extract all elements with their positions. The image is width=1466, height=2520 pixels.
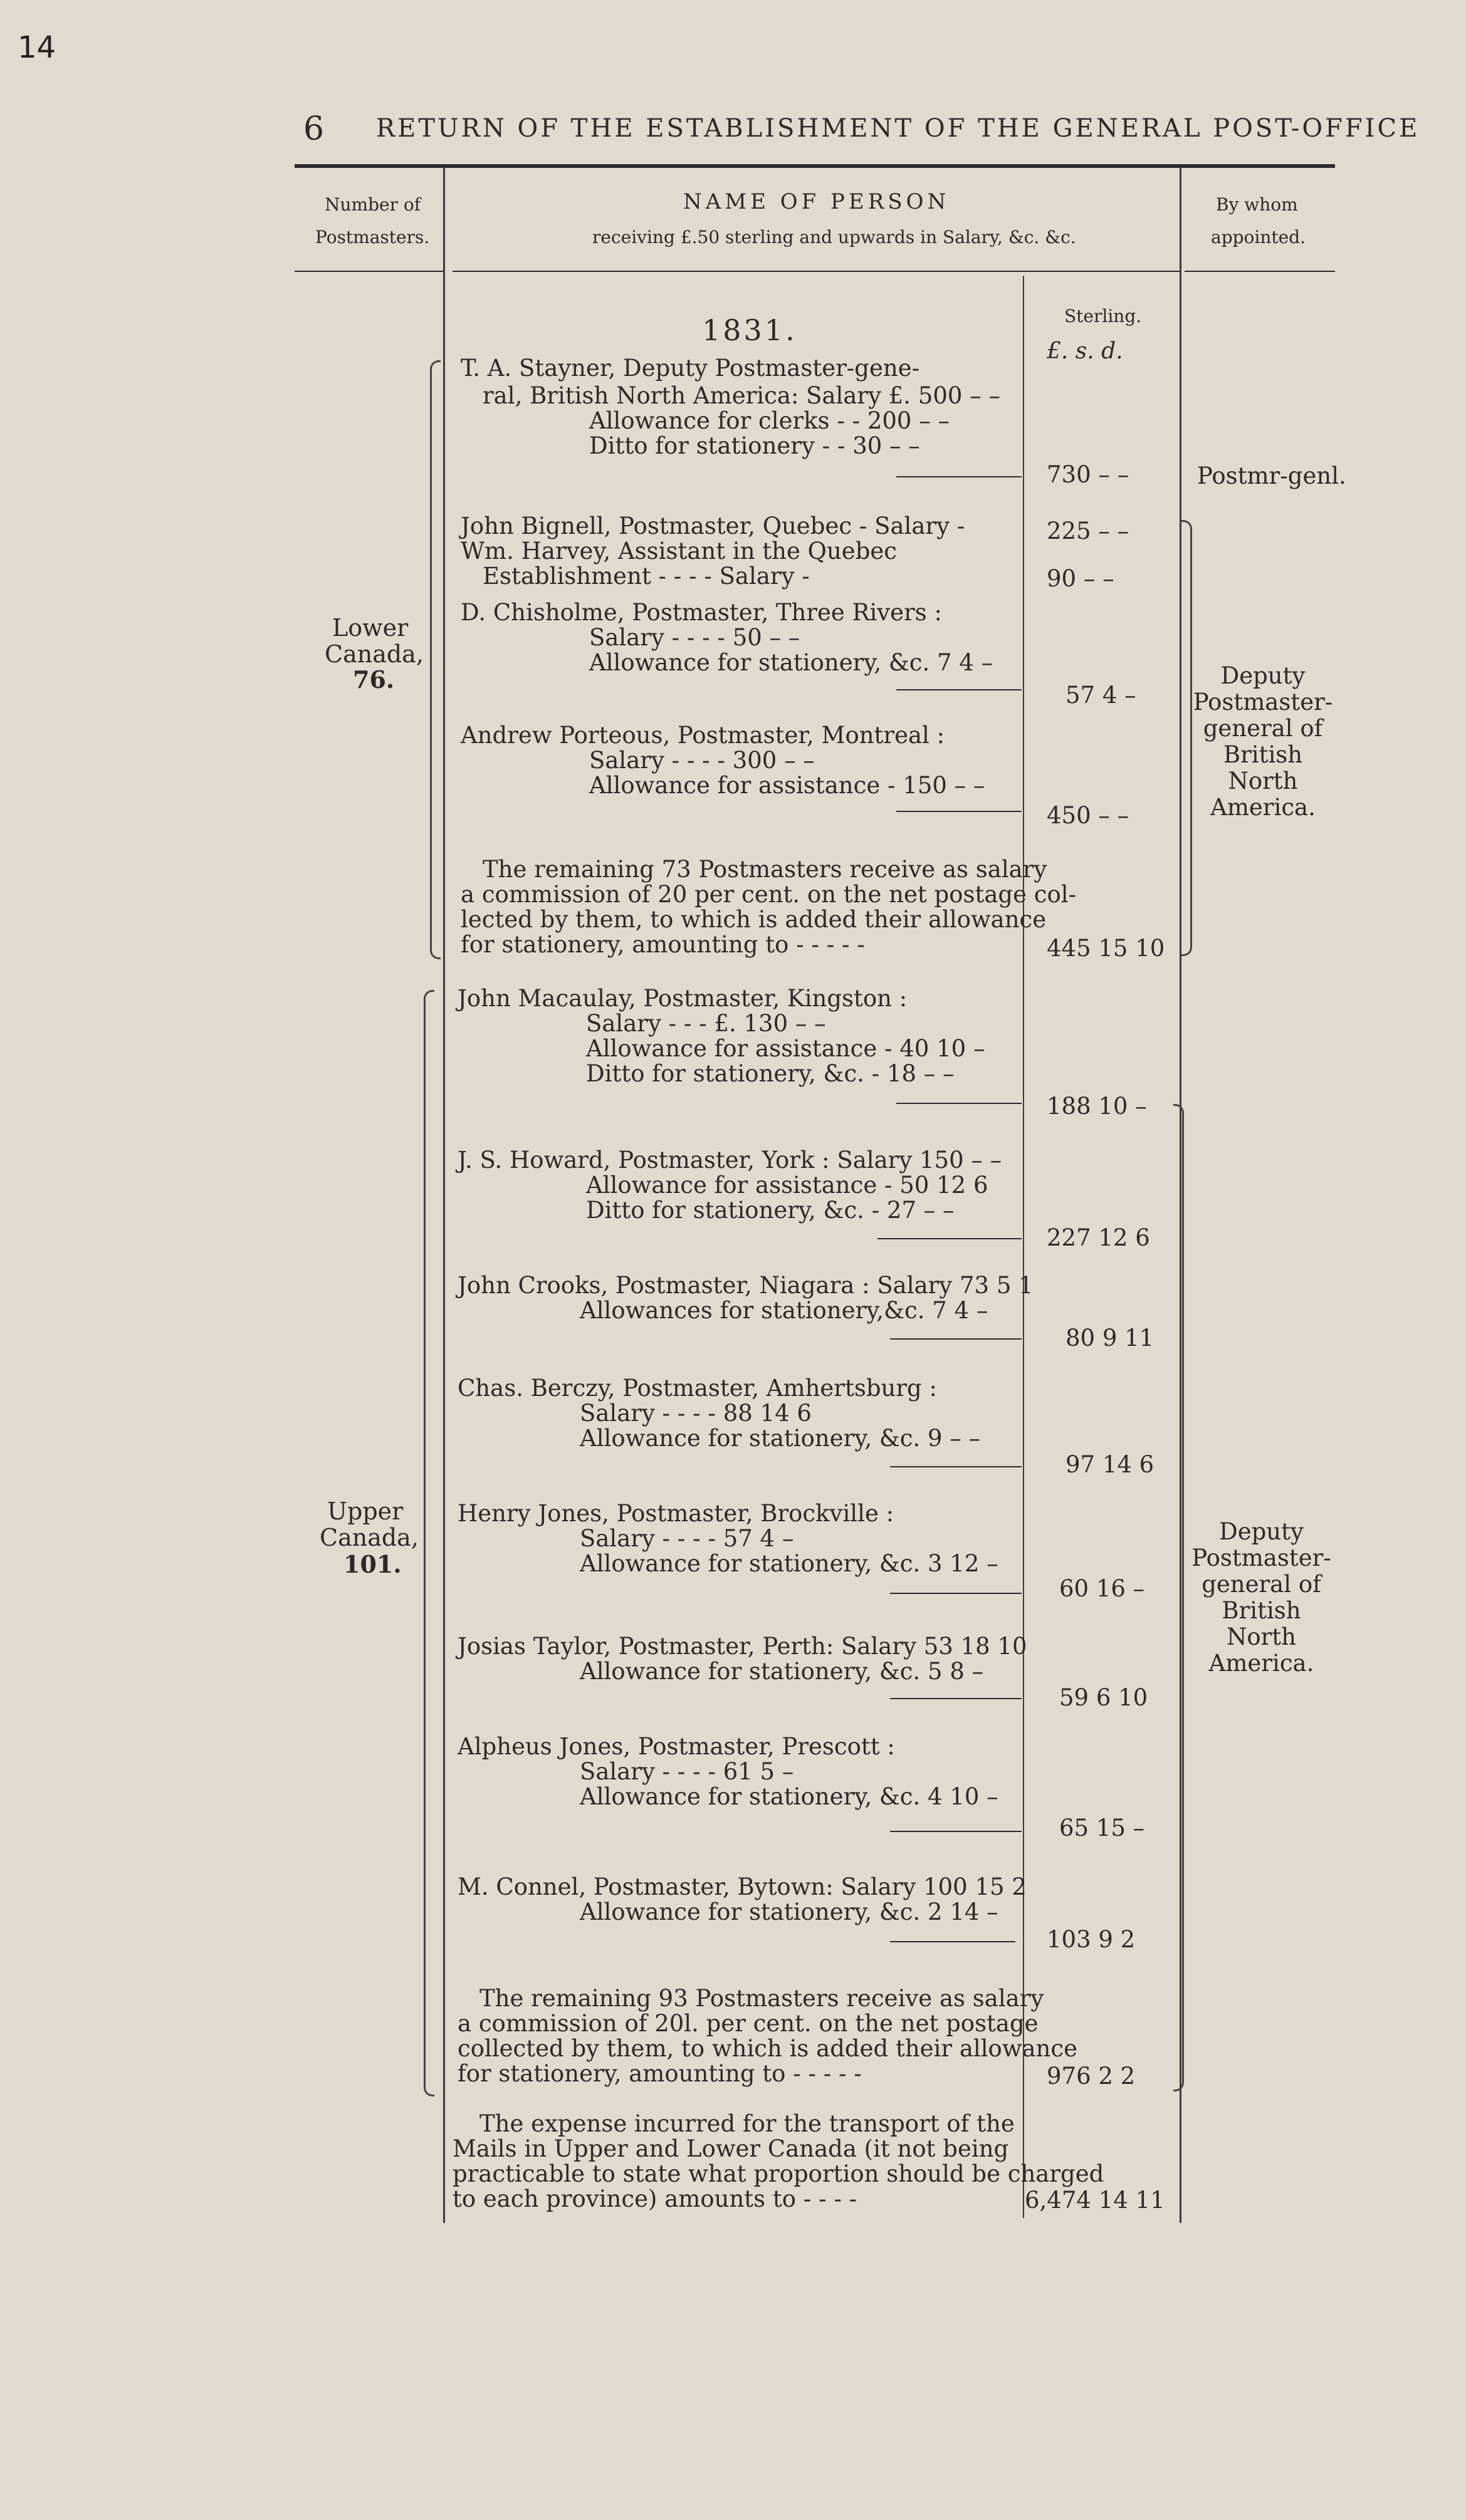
entry-text: Allowance for stationery, &c. 2 14 – [580,1898,998,1925]
entry-text: Wm. Harvey, Assistant in the Quebec [461,538,898,565]
entry-total: 60 16 – [1059,1575,1145,1602]
appointed-deputy-line: general of [1202,1571,1321,1598]
upper-canada-label-1: Upper [327,1497,404,1525]
col-number-line1: Number of [325,194,421,215]
entry-text: Chas. Berczy, Postmaster, Amhertsburg : [458,1375,937,1402]
appointed-deputy-line: Postmaster- [1193,689,1333,716]
entry-text: J. S. Howard, Postmaster, York : Salary 150 – – [458,1147,1002,1174]
header-bottom-rule-right [1185,271,1335,272]
entry-text: Allowance for stationery, &c. 9 – – [580,1425,981,1452]
entry-total: 225 – – [1047,518,1129,544]
header-bottom-rule-left [295,271,445,272]
folio-number: 6 [303,110,325,148]
entry-text: Allowance for stationery, &c. 5 8 – [580,1658,984,1685]
entry-total: 59 6 10 [1059,1684,1148,1711]
entry-text: ral, British North America: Salary £. 500 – – [483,382,1000,409]
entry-text: Salary - - - - 50 – – [589,624,800,651]
entry-text: Henry Jones, Postmaster, Brockville : [458,1500,894,1527]
upper-canada-label-3: 101. [343,1550,402,1578]
entry-text: Allowance for assistance - 150 – – [589,772,985,799]
col-name-title: NAME OF PERSON [683,189,950,214]
entry-total: 80 9 11 [1065,1325,1154,1351]
appointed-deputy-line: America. [1208,1650,1314,1677]
sterling-divider [1023,276,1024,2218]
page-title: RETURN OF THE ESTABLISHMENT OF THE GENERAL POST-OFFICE [376,114,1420,143]
lower-canada-label-3: 76. [353,665,395,694]
entry-text: Allowances for stationery,&c. 7 4 – [580,1297,988,1324]
subtotal-rule [890,1831,1022,1832]
subtotal-rule [890,1466,1022,1467]
page-number: 14 [18,30,56,65]
entry-total: 65 15 – [1059,1815,1145,1841]
entry-text: John Crooks, Postmaster, Niagara : Salary 73 5 1 [458,1272,1034,1299]
entry-text: a commission of 20l. per cent. on the net postage [458,2010,1039,2037]
entry-text: Salary - - - - 61 5 – [580,1758,794,1785]
entry-total: 90 – – [1047,565,1114,592]
entry-text: Allowance for assistance - 50 12 6 [586,1172,988,1199]
subtotal-rule [896,1103,1022,1104]
entry-text: Allowance for clerks - - 200 – – [589,407,950,434]
entry-text: Ditto for stationery, &c. - 18 – – [586,1060,955,1087]
entry-text: John Macaulay, Postmaster, Kingston : [458,985,908,1012]
appointed-deputy-line: British North [1222,1597,1301,1650]
entry-text: collected by them, to which is added their allowance [458,2035,1078,2062]
entry-text: a commission of 20 per cent. on the net postage col- [461,881,1077,908]
entry-total: 97 14 6 [1065,1451,1154,1478]
header-bottom-rule-mid [453,271,1180,272]
entry-text: Allowance for stationery, &c. 7 4 – [589,649,993,676]
sterling-units: £. s. d. [1047,338,1123,364]
entry-text: The remaining 73 Postmasters receive as salary [483,856,1047,883]
appointed-deputy-line: Deputy [1219,1518,1304,1545]
subtotal-rule [890,1941,1015,1942]
entry-total: 227 12 6 [1047,1224,1150,1251]
entry-text: John Bignell, Postmaster, Quebec - Salary - [461,513,965,539]
col-appointed-line1: By whom [1216,194,1298,215]
upper-canada-brace [424,990,434,2096]
subtotal-rule [896,476,1022,477]
entry-text: The remaining 93 Postmasters receive as salary [479,1985,1044,2012]
entry-total: 103 9 2 [1047,1926,1136,1953]
appointed-postmaster-general: Postmr-genl. [1197,462,1346,489]
transport-text: Mails in Upper and Lower Canada (it not being [453,2135,1009,2162]
subtotal-rule [896,811,1022,812]
entry-total: 976 2 2 [1047,2063,1136,2090]
entry-text: Salary - - - - 88 14 6 [580,1400,812,1427]
entry-total: 188 10 – [1047,1093,1147,1120]
entry-text: Salary - - - - 300 – – [589,747,815,774]
subtotal-rule [890,1338,1022,1340]
transport-text: The expense incurred for the transport of the [479,2110,1015,2137]
entry-total: 730 – – [1047,461,1129,488]
entry-text: Allowance for assistance - 40 10 – [586,1035,985,1062]
appointed-deputy-line: America. [1210,794,1316,821]
entry-total: 450 – – [1047,802,1129,829]
appointed-deputy-line: Postmaster- [1191,1544,1331,1571]
entry-text: Josias Taylor, Postmaster, Perth: Salary 53 18 10 [458,1633,1027,1660]
entry-text: Ditto for stationery - - 30 – – [589,432,920,459]
entry-total: 445 15 10 [1047,935,1165,962]
entry-text: for stationery, amounting to - - - - - [461,931,865,958]
appointed-deputy-line: British North [1223,741,1303,794]
entry-text: Andrew Porteous, Postmaster, Montreal : [461,722,945,749]
entry-text: Allowance for stationery, &c. 4 10 – [580,1783,998,1810]
entry-text: Salary - - - £. 130 – – [586,1010,826,1037]
lower-canada-label-1: Lower [332,614,409,642]
transport-total: 6,474 14 11 [1025,2187,1165,2214]
subtotal-rule [890,1698,1022,1699]
appointed-deputy-line: general of [1203,715,1323,742]
year-label: 1831. [702,313,797,347]
sterling-label: Sterling. [1064,306,1142,326]
column-divider-left [443,168,445,2223]
col-number-line2: Postmasters. [315,227,430,247]
col-appointed-line2: appointed. [1211,227,1306,247]
subtotal-rule [877,1238,1022,1239]
entry-text: D. Chisholme, Postmaster, Three Rivers : [461,599,942,626]
col-name-sub: receiving £.50 sterling and upwards in Salary, &c. &c. [592,227,1076,247]
entry-text: for stationery, amounting to - - - - - [458,2060,862,2087]
entry-total: 57 4 – [1065,682,1136,709]
lower-canada-brace [430,360,441,959]
transport-text: to each province) amounts to - - - - [453,2185,857,2212]
entry-text: Alpheus Jones, Postmaster, Prescott : [458,1733,895,1760]
header-rule [295,164,1335,168]
appointed-deputy-line: Deputy [1220,662,1306,689]
subtotal-rule [896,689,1022,690]
entry-text: T. A. Stayner, Deputy Postmaster-gene- [461,355,920,382]
upper-canada-label-2: Canada, [320,1524,419,1551]
entry-text: lected by them, to which is added their allowance [461,906,1047,933]
entry-text: Establishment - - - - Salary - [483,563,810,590]
lower-canada-label-2: Canada, [325,640,424,668]
entry-text: M. Connel, Postmaster, Bytown: Salary 100 15 2 [458,1873,1027,1900]
transport-text: practicable to state what proportion should be charged [453,2160,1104,2187]
entry-text: Allowance for stationery, &c. 3 12 – [580,1550,998,1577]
upper-deputy-brace [1173,1104,1184,2091]
entry-text: Salary - - - - 57 4 – [580,1525,794,1552]
subtotal-rule [890,1593,1022,1594]
entry-text: Ditto for stationery, &c. - 27 – – [586,1197,955,1224]
